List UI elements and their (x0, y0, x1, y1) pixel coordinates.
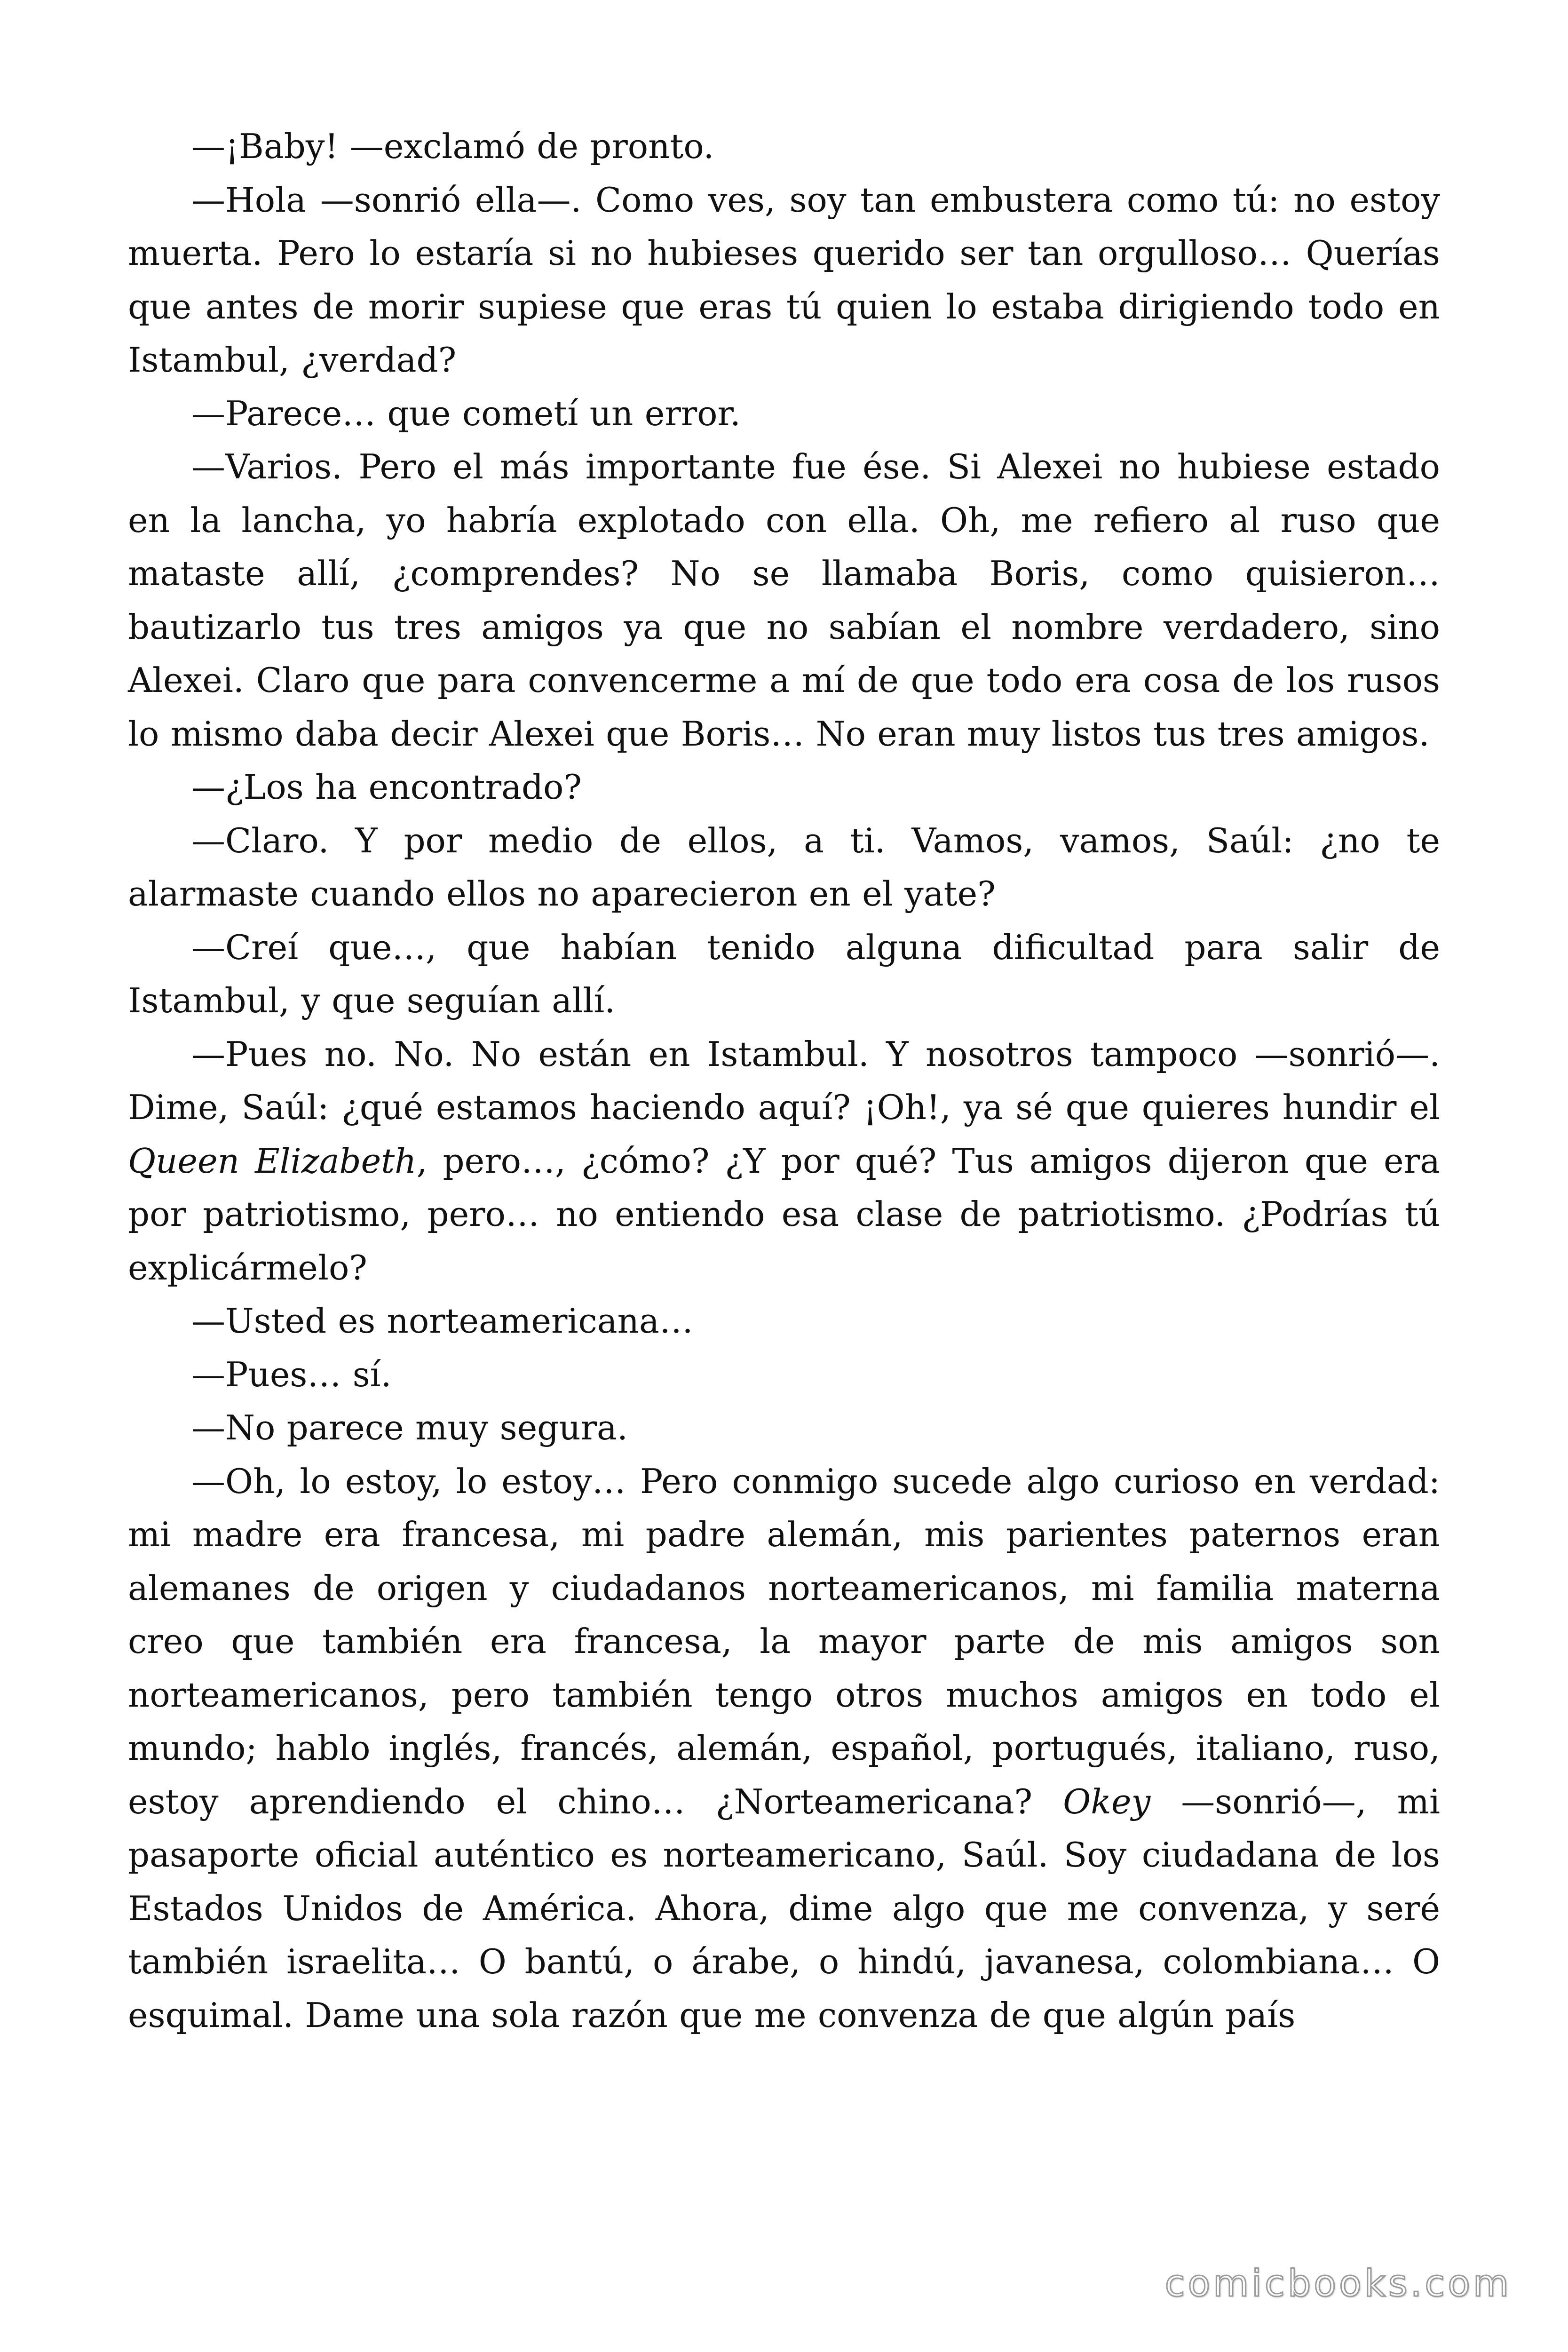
ship-name-italic: Queen Elizabeth (128, 1141, 417, 1181)
paragraph: —Creí que…, que habían tenido alguna dificultad para salir de Istambul, y que seguían allí. (128, 927, 1440, 1020)
paragraph: —Pues no. No. No están en Istambul. Y nosotros tampoco —sonrió—. Dime, Saúl: ¿qué estamos haciendo aquí? ¡Oh!, ya sé que quieres hundir el Queen Elizabeth, pero…, ¿cómo? ¿Y por qué? Tus amigos dijeron que era por patriotismo, pero… no entiendo esa clase de patriotismo. ¿Podrías tú explicármelo? (128, 1034, 1440, 1287)
paragraph: —Oh, lo estoy, lo estoy… Pero conmigo sucede algo curioso en verdad: mi madre era francesa, mi padre alemán, mis parientes paternos eran alemanes de origen y ciudadanos norteamericanos, mi familia materna creo que también era francesa, la mayor parte de mis amigos son norteamericanos, pero también tengo otros muchos amigos en todo el mundo; hablo inglés, francés, alemán, español, portugués, italiano, ruso, estoy aprendiendo el chino… ¿Norteamericana? Okey —sonrió—, mi pasaporte oficial auténtico es norteamericano, Saúl. Soy ciudadana de los Estados Unidos de América. Ahora, dime algo que me convenza, y seré también israelita… O bantú, o árabe, o hindú, javanesa, colombiana… O esquimal. Dame una sola razón que me convenza de que algún país (128, 1461, 1440, 2035)
paragraph: —No parece muy segura. (191, 1408, 628, 1447)
paragraph: —¿Los ha encontrado? (191, 767, 582, 807)
paragraph: —Hola —sonrió ella—. Como ves, soy tan embustera como tú: no estoy muerta. Pero lo estaría si no hubieses querido ser tan orgulloso… Querías que antes de morir supiese que eras tú quien lo estaba dirigiendo todo en Istambul, ¿verdad? (128, 180, 1440, 380)
paragraph: —Claro. Y por medio de ellos, a ti. Vamos, vamos, Saúl: ¿no te alarmaste cuando ellos no aparecieron en el yate? (128, 820, 1440, 914)
body-text (128, 120, 1440, 2042)
paragraph: —Parece… que cometí un error. (191, 393, 741, 433)
okey-italic: Okey (1063, 1781, 1151, 1821)
paragraph: —Varios. Pero el más importante fue ése. Si Alexei no hubiese estado en la lancha, yo habría explotado con ella. Oh, me refiero al ruso que mataste allí, ¿comprendes? No se llamaba Boris, como quisieron… bautizarlo tus tres amigos ya que no sabían el nombre verdadero, sino Alexei. Claro que para convencerme a mí de que todo era cosa de los rusos lo mismo daba decir Alexei que Boris… No eran muy listos tus tres amigos. (128, 447, 1440, 754)
paragraph: —Usted es norteamericana… (191, 1301, 693, 1341)
paragraph: —¡Baby! —exclamó de pronto. (191, 127, 714, 166)
site-watermark: comicbooks.com (1164, 2263, 1512, 2305)
paragraph: —Pues… sí. (191, 1354, 392, 1394)
